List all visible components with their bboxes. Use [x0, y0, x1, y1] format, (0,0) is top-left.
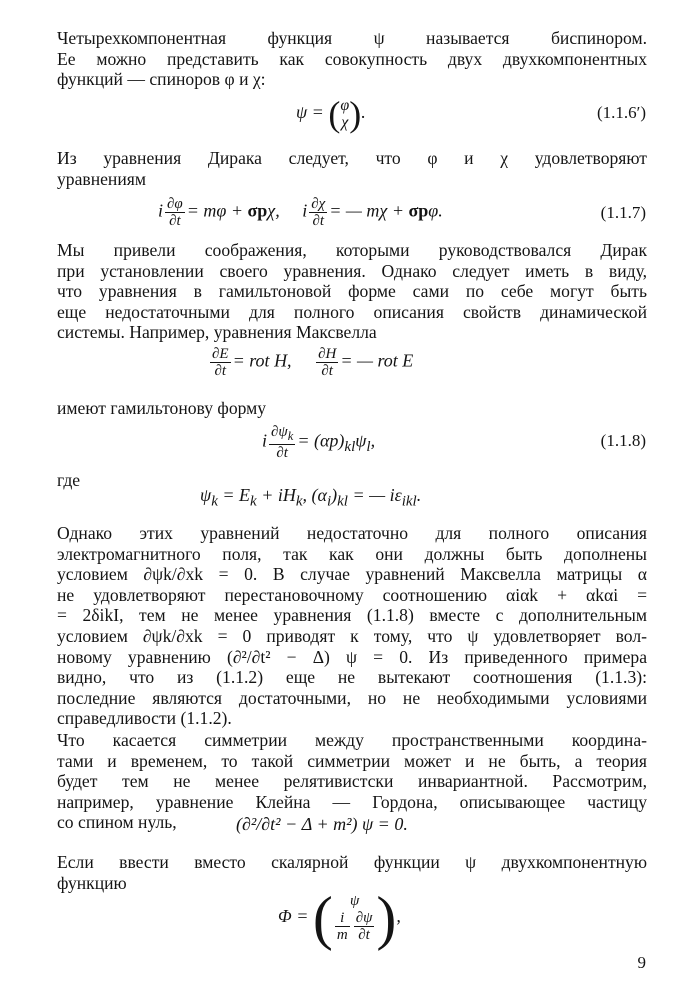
right-paren: ) [376, 885, 397, 951]
subscript: k [250, 493, 257, 510]
subscript: kl [344, 439, 356, 456]
numerator: ∂E [212, 346, 229, 362]
text-line: что уравнения в гамильтоновой форме сами по себе могут быть [57, 281, 647, 302]
text-line: не удовлетворяют перестановочному соотношению αiαk + αkαi = [57, 584, 647, 605]
subscript: i [326, 493, 332, 510]
text-line: Однако этих уравнений недостаточно для полного описания [57, 523, 647, 543]
eq-tail: φ. [428, 200, 443, 221]
fraction [210, 346, 231, 379]
fraction [354, 910, 375, 943]
text-line: уравнениям [57, 168, 146, 189]
numerator: ∂ψ [355, 910, 373, 926]
denominator: ∂t [276, 445, 288, 461]
paragraph-two-component [57, 852, 647, 893]
eq-rhs: = — rot E [340, 350, 414, 371]
paragraph-bispinor [57, 28, 647, 90]
equation-1-1-7 [158, 196, 443, 229]
text-line: функцию [57, 872, 127, 893]
subscript: l [366, 439, 371, 456]
eq-i: i [158, 200, 164, 221]
eq-lhs: ψ = [296, 102, 324, 123]
vec-top: ψ [349, 893, 360, 909]
fraction [269, 424, 295, 461]
eq-bold: σp [408, 200, 429, 221]
equation-1-1-8 [262, 424, 375, 461]
numerator: i [335, 910, 350, 927]
vec-bottom [333, 910, 377, 943]
equation-number: (1.1.6′) [596, 103, 646, 122]
denominator: ∂t [169, 213, 181, 229]
paragraph-dirac [57, 148, 647, 189]
text-line: при установлении своего уравнения. Однако следует иметь в виду, [57, 260, 647, 281]
eq-bold: σp [247, 200, 268, 221]
paragraph-insufficient [57, 523, 647, 729]
text-line: Ее можно представить как совокупность двух двухкомпонентных [57, 48, 647, 69]
eq-tail: χ, [267, 200, 280, 221]
paragraph-maxwell [57, 240, 647, 343]
text-line: Если ввести вместо скалярной функции ψ двухкомпонентную [57, 852, 647, 872]
subscript: k [211, 493, 218, 510]
equation-klein-gordon: (∂²/∂t² − Δ + m²) ψ = 0. [236, 814, 408, 834]
text-line: новому уравнению (∂²/∂t² − Δ) ψ = 0. Из приведенного примера [57, 646, 647, 667]
eq-part: = — iε [347, 485, 402, 505]
eq-part: , (α [302, 485, 327, 505]
text-line: функций — спиноров φ и χ: [57, 69, 266, 90]
vec-bottom: χ [341, 114, 349, 131]
page-number: 9 [637, 953, 646, 972]
fraction [335, 910, 350, 943]
vec-top: φ [340, 97, 350, 114]
eq-lhs: Φ = [278, 906, 309, 927]
eq-end: , [370, 430, 376, 451]
denominator: ∂t [321, 363, 333, 379]
numerator [269, 424, 295, 445]
fraction [309, 196, 327, 229]
subscript: k [287, 429, 294, 443]
text-line: будет тем не менее релятивистски инвариантной. Рассмотрим, [57, 771, 647, 792]
eq-part: ψ [200, 485, 212, 505]
eq-rhs: = rot H, [232, 350, 292, 371]
eq-tail: ψ [355, 430, 367, 451]
eq-rhs: = (αp) [297, 430, 345, 451]
text-line: последние являются достаточными, но не необходимыми условиями [57, 687, 647, 708]
left-paren: ( [312, 885, 333, 951]
text-line: Что касается симметрии между пространственными координа- [57, 730, 647, 750]
text-line: справедливости (1.1.2). [57, 708, 232, 729]
denominator: ∂t [358, 927, 370, 943]
equation-field-components [200, 484, 421, 513]
text-line: например, уравнение Клейна — Гордона, описывающее частицу [57, 791, 647, 812]
equation-phi [278, 885, 401, 951]
right-paren: ) [349, 94, 362, 134]
text-line: где [57, 470, 81, 490]
eq-part: ) [331, 485, 338, 505]
numerator: ∂φ [167, 196, 183, 212]
text-line: тами и временем, то такой симметрии может и не быть, а теория [57, 750, 647, 771]
eq-tail: , [396, 906, 401, 927]
fraction [165, 196, 185, 229]
subscript: kl [337, 493, 348, 510]
text-line: = 2δikI, тем не менее уравнения (1.1.8) вместе с дополнительным [57, 605, 647, 626]
equation-maxwell [208, 346, 413, 379]
text-line: условием ∂ψk/∂xk = 0. В случае уравнений Максвелла матрицы α [57, 564, 647, 585]
eq-tail: . [361, 102, 366, 123]
paragraph-hamiltonian [57, 398, 647, 419]
text-line: еще недостаточными для полного описания свойств динамической [57, 301, 647, 322]
text-line: видно, что из (1.1.2) еще не вытекают соотношения (1.1.3): [57, 667, 647, 688]
denominator: m [336, 927, 348, 943]
denominator: ∂t [214, 363, 227, 379]
text-line: имеют гамильтонову форму [57, 398, 267, 418]
column-vector [333, 893, 377, 943]
equation-number: (1.1.7) [600, 203, 646, 222]
equation-number: (1.1.8) [600, 431, 646, 450]
numerator: ∂χ [311, 196, 326, 212]
eq-part: = E [217, 485, 251, 505]
text-line: электромагнитного поля, так как они должны быть дополнены [57, 543, 647, 564]
eq-i: i [302, 200, 308, 221]
eq-part: + iH [256, 485, 296, 505]
num-text: ∂ψ [271, 424, 288, 440]
text-line: Четырехкомпонентная функция ψ называется биспинором. [57, 28, 647, 48]
fraction [316, 346, 338, 379]
eq-rhs: = — mχ + [329, 200, 409, 221]
subscript: k [295, 493, 303, 510]
numerator: ∂H [318, 346, 337, 362]
equation-1-1-6 [296, 96, 366, 132]
eq-end: . [416, 485, 422, 505]
text-line: Из уравнения Дирака следует, что φ и χ удовлетворяют [57, 148, 647, 168]
subscript: ikl [401, 493, 417, 510]
text-line: условием ∂ψk/∂xk = 0 приводят к тому, что ψ удовлетворяет вол- [57, 625, 647, 646]
eq-i: i [262, 430, 268, 451]
eq-rhs: = mφ + [186, 200, 248, 221]
text-line: системы. Например, уравнения Максвелла [57, 322, 377, 343]
text-line: со спином нуль, [57, 812, 177, 833]
left-paren: ( [328, 94, 341, 134]
denominator: ∂t [312, 213, 325, 229]
column-vector [340, 97, 349, 131]
text-line: Мы привели соображения, которыми руководствовался Дирак [57, 240, 647, 260]
